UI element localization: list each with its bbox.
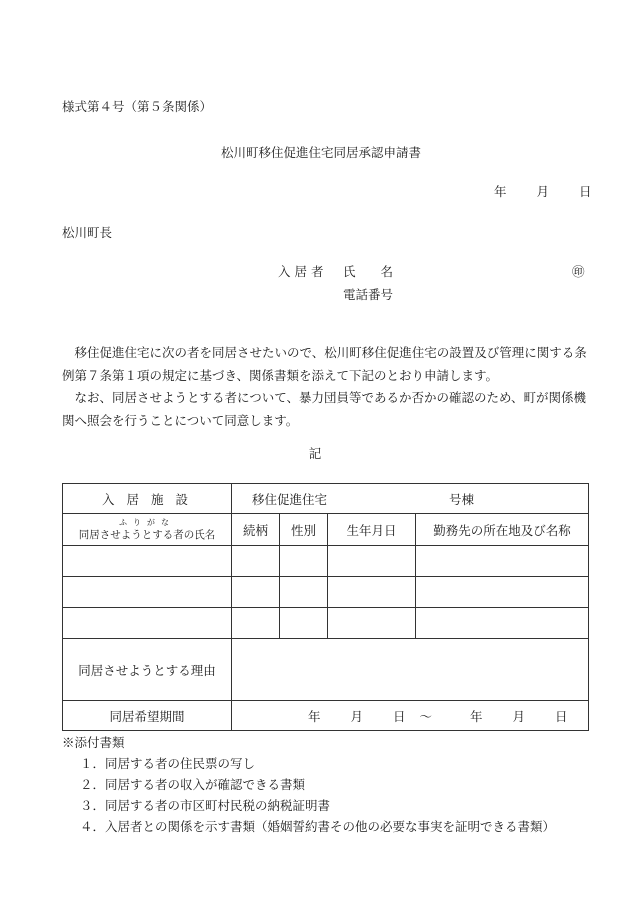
facility-cell[interactable] (232, 484, 589, 514)
seal-mark: ㊞ (572, 264, 585, 279)
reason-label: 同居させようとする理由 (63, 639, 232, 701)
table-row (63, 546, 589, 577)
period-start-month: 月 (350, 708, 364, 724)
applicant-role: 入 居 者 (278, 264, 324, 279)
cell-relationship[interactable] (232, 546, 280, 577)
cell-workplace[interactable] (416, 608, 589, 639)
table-row (63, 577, 589, 608)
body-paragraph-1: 移住促進住宅に次の者を同居させたいので、松川町移住促進住宅の設置及び管理に関する条例第７条第１項の規定に基づき、関係書類を添えて下記のとおり申請します。 (62, 345, 587, 383)
attachment-item: ４．入居者との関係を示す書類（婚姻誓約書その他の必要な事実を証明できる書類） (80, 819, 556, 834)
period-label: 同居希望期間 (63, 701, 232, 731)
form-title: 松川町移住促進住宅同居承認申請書 (220, 145, 421, 160)
facility-label: 入 居 施 設 (63, 484, 232, 514)
applicant-phone-label: 電話番号 (343, 287, 394, 302)
cell-workplace[interactable] (416, 546, 589, 577)
period-end-day: 日 (555, 708, 568, 724)
header-relationship: 続柄 (232, 514, 280, 546)
body-text (62, 342, 590, 432)
cell-relationship[interactable] (232, 577, 280, 608)
header-birthdate: 生年月日 (328, 514, 416, 546)
period-start-year: 年 (308, 708, 321, 724)
cell-workplace[interactable] (416, 577, 589, 608)
date-day: 日 (579, 184, 592, 199)
reason-cell[interactable] (232, 639, 589, 701)
date-line (494, 182, 592, 200)
period-separator: ～ (419, 708, 433, 724)
building-suffix: 号棟 (449, 491, 475, 507)
facility-value: 移住促進住宅 (252, 491, 328, 507)
cell-sex[interactable] (280, 577, 328, 608)
attachments (62, 732, 555, 837)
cell-name[interactable] (63, 546, 232, 577)
period-cell[interactable] (232, 701, 589, 731)
period-end-month: 月 (512, 708, 526, 724)
header-workplace: 勤務先の所在地及び名称 (416, 514, 589, 546)
cell-relationship[interactable] (232, 608, 280, 639)
attachment-item: １．同居する者の住民票の写し (80, 756, 256, 771)
addressee: 松川町長 (62, 225, 113, 240)
header-sex: 性別 (280, 514, 328, 546)
date-month: 月 (536, 184, 550, 199)
cell-birthdate[interactable] (328, 577, 416, 608)
cohabitant-name-label: 同居させようとする者の氏名 (78, 528, 216, 541)
cell-sex[interactable] (280, 608, 328, 639)
attachment-item: ２．同居する者の収入が確認できる書類 (80, 777, 306, 792)
attachment-item: ３．同居する者の市区町村民税の納税証明書 (80, 798, 331, 813)
period-end-year: 年 (470, 708, 483, 724)
furigana-label: ふりがな (119, 517, 175, 527)
cohabitant-table (62, 483, 589, 731)
cell-name[interactable] (63, 577, 232, 608)
cell-sex[interactable] (280, 546, 328, 577)
cell-birthdate[interactable] (328, 608, 416, 639)
cell-name[interactable] (63, 608, 232, 639)
attachments-heading: ※添付書類 (62, 735, 125, 750)
ki-label: 記 (308, 446, 322, 461)
applicant-name-label: 氏 名 (343, 264, 394, 279)
period-start-day: 日 (393, 708, 406, 724)
name-header (63, 514, 232, 546)
cell-birthdate[interactable] (328, 546, 416, 577)
form-number: 様式第４号（第５条関係） (62, 99, 213, 114)
body-paragraph-2: なお、同居させようとする者について、暴力団員等であるか否かの確認のため、町が関係機関へ照会を行うことについて同意します。 (62, 390, 587, 428)
table-row (63, 608, 589, 639)
date-year: 年 (494, 184, 507, 199)
